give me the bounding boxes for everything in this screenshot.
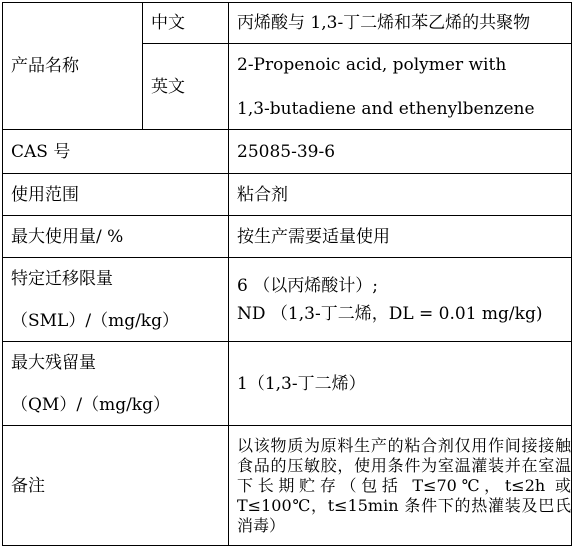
qm-value: 1（1,3-丁二烯） — [229, 342, 572, 426]
sml-value-line-1: 6 （以丙烯酸计）; — [237, 275, 378, 296]
english-name-line-1: 2-Propenoic acid, polymer with — [237, 54, 507, 75]
remarks-value: 以该物质为原料生产的粘合剂仅用作间接接触食品的压敏胶，使用条件为室温灌装并在室温下长期贮存（包括 T≤70℃，t≤2h 或 T≤100℃，t≤15min 条件下的热灌装及巴氏消毒） — [229, 426, 572, 546]
row-cas — [3, 130, 572, 174]
english-name-line-2: 1,3-butadiene and ethenylbenzene — [237, 98, 535, 119]
remarks-label: 备注 — [3, 426, 229, 546]
max-usage-value: 按生产需要适量使用 — [229, 216, 572, 258]
row-max-usage — [3, 216, 572, 258]
chinese-name-value: 丙烯酸与 1,3-丁二烯和苯乙烯的共聚物 — [229, 3, 572, 44]
scope-value: 粘合剂 — [229, 174, 572, 216]
english-name-value — [229, 44, 572, 130]
chinese-name-label: 中文 — [143, 3, 229, 44]
cas-value: 25085-39-6 — [229, 130, 572, 174]
sml-value-line-2: ND （1,3-丁二烯，DL = 0.01 mg/kg) — [237, 303, 543, 324]
sml-label-line-1: 特定迁移限量 — [11, 268, 113, 289]
row-scope — [3, 174, 572, 216]
max-usage-label: 最大使用量/ % — [3, 216, 229, 258]
sml-label-line-2: （SML）/（mg/kg） — [11, 310, 179, 331]
row-name-cn — [3, 3, 572, 44]
qm-label-line-1: 最大残留量 — [11, 352, 96, 373]
product-name-label: 产品名称 — [3, 3, 143, 130]
sml-value — [229, 258, 572, 342]
row-qm — [3, 342, 572, 426]
row-remarks — [3, 426, 572, 546]
row-sml — [3, 258, 572, 342]
qm-label — [3, 342, 229, 426]
english-name-label: 英文 — [143, 44, 229, 130]
sml-label — [3, 258, 229, 342]
spec-table — [2, 2, 572, 546]
qm-label-line-2: （QM）/（mg/kg） — [11, 394, 170, 415]
scope-label: 使用范围 — [3, 174, 229, 216]
cas-label: CAS 号 — [3, 130, 229, 174]
